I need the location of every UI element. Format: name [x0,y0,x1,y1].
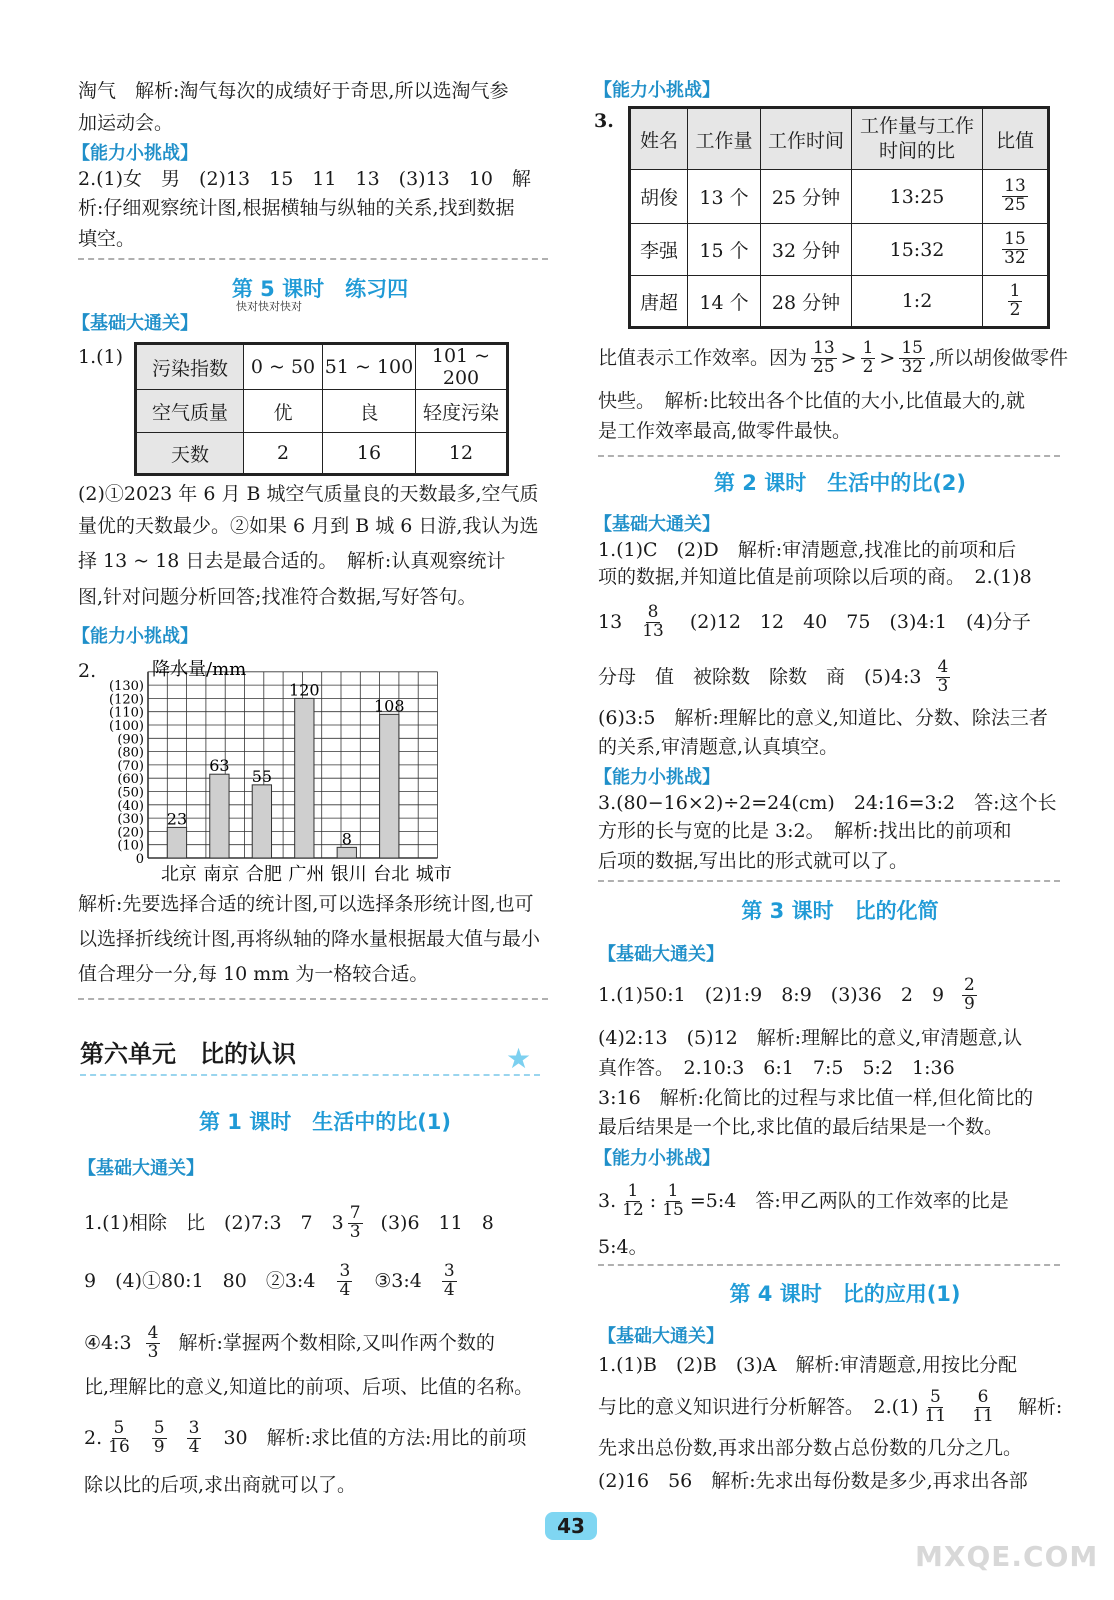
bar-value-label: 108 [373,696,405,716]
air-quality-table [134,342,509,476]
answer-line [598,334,1068,382]
fraction: $\frac{3}{4}$ [443,1260,455,1300]
text: 1.(1)50:1 (2)1:9 8:9 (3)36 2 9 [598,983,945,1006]
divider [78,258,548,260]
category-label: 北京 [160,864,197,885]
answer-line [84,1256,461,1306]
text: ④4:3 [84,1331,132,1354]
y-tick-label: (120) [109,692,144,708]
lesson-title: 第 2 课时 生活中的比(2) [713,471,967,495]
lesson-title: 第 1 课时 生活中的比(1) [198,1110,452,1134]
text-line: (4)2:13 (5)12 解析:理解比的意义,审清题意,认 [598,1027,1023,1049]
divider [598,455,1060,457]
fraction: $\frac{13}{25}$ [813,337,835,377]
answer-line [598,1176,1009,1226]
bar-value-label: 120 [289,680,320,700]
text: 30 解析:求比值的方法:用比的前项 [223,1426,527,1449]
lesson-title: 第 4 课时 比的应用(1) [729,1282,961,1306]
text-line: 图,针对问题分析回答;找准符合数据,写好答句。 [78,586,477,608]
text-line: 快些。 解析:比较出各个比值的大小,比值最大的,就 [598,390,1025,412]
table-cell: 污染指数 [136,344,244,390]
divider [598,880,1060,882]
table-cell: 28 分钟 [761,276,852,328]
text-line: 3.(80−16×2)÷2=24(cm) 24:16=3:2 答:这个长 [598,792,1057,814]
answer-line [598,598,1031,646]
answer-line [598,1383,1062,1431]
divider [78,998,548,1000]
section-header-challenge: 【能力小挑战】 [72,626,198,647]
text-line: 除以比的后项,求出商就可以了。 [84,1474,357,1496]
fraction: $\frac{1}{15}$ [662,1180,684,1220]
text: ,所以胡俊做零件 [928,346,1069,369]
category-label: 台北 [373,864,410,885]
text: =5:4 答:甲乙两队的工作效率的比是 [689,1189,1009,1212]
text-line: 淘气 解析:淘气每次的成绩好于奇思,所以选淘气参 [78,80,509,102]
fraction: $\frac{5}{16}$ [108,1417,130,1457]
text-line: 5:4。 [598,1236,648,1258]
answer-line [598,970,981,1020]
question-label: 3. [594,110,614,132]
section-header-basic: 【基础大通关】 [598,1326,724,1347]
text-line: 1.(1)B (2)B (3)A 解析:审清题意,用按比分配 [598,1354,1017,1376]
answer-line [84,1412,526,1464]
category-label: 银川 [330,864,367,885]
bar-value-label: 8 [341,829,352,849]
table-cell: 15:32 [852,224,983,276]
table-cell: 13 个 [688,170,761,224]
text-line: 是工作效率最高,做零件最快。 [598,420,852,442]
bar-value-label: 63 [209,756,230,776]
section-header-basic: 【基础大通关】 [78,1158,204,1179]
table-cell: 13:25 [852,170,983,224]
y-axis-label: 降水量/mm [152,659,247,680]
table-cell: 空气质量 [136,390,244,433]
section-header-basic: 【基础大通关】 [598,944,724,965]
divider [80,1074,540,1076]
table-cell: 胡俊 [630,170,688,224]
question-label: 2. [78,660,97,682]
text: 9 (4)①80:1 80 ②3:4 [84,1269,316,1292]
category-label: 南京 [203,864,240,885]
fraction: $\frac{15}{32}$ [901,337,923,377]
table-cell: 14 个 [688,276,761,328]
fraction: $\frac{3}{4}$ [339,1260,351,1300]
table-header: 工作时间 [761,108,852,170]
text-line: 真作答。 2.10:3 6:1 7:5 5:2 1:36 [598,1057,955,1079]
table-cell: 优 [244,390,323,433]
text: 与比的意义知识进行分析解答。 2.(1) [598,1395,919,1418]
answer-line [598,652,954,702]
text: 分母 值 被除数 除数 商 (5)4:3 [598,665,922,688]
y-tick-label: (40) [117,798,144,814]
section-header-challenge: 【能力小挑战】 [594,767,720,788]
page-number: 43 [545,1512,597,1540]
y-tick-label: (90) [117,732,144,748]
table-cell: 101 ~ 200 [416,344,508,390]
fraction: $\frac{1}{12}$ [622,1180,644,1220]
table-cell: $\frac{1}{2}$ [983,276,1049,328]
unit-title: 第六单元 比的认识 [80,1040,296,1068]
text-line: 方形的长与宽的比是 3:2。 解析:找出比的前项和 [598,820,1012,842]
fraction: $\frac{2}{9}$ [964,974,975,1014]
text-line: 加运动会。 [78,112,174,134]
text: (2)12 12 40 75 (3)4:1 (4)分子 [689,610,1031,633]
table-cell: 15 个 [688,224,761,276]
text: 13 [598,610,623,633]
fraction: $\frac{3}{4}$ [188,1417,200,1457]
text: 解析: [1017,1395,1063,1418]
table-cell: 32 分钟 [761,224,852,276]
bar-value-label: 23 [166,809,188,829]
text-line: (6)3:5 解析:理解比的意义,知道比、分数、除法三者 [598,707,1048,729]
text-line: 析:仔细观察统计图,根据横轴与纵轴的关系,找到数据 [78,197,515,219]
bar [210,774,229,858]
table-header: 比值 [983,108,1049,170]
fraction: $\frac{1}{2}$ [862,337,874,377]
text-line: 的关系,审清题意,认真填空。 [598,736,839,758]
text-line: 择 13 ~ 18 日去是最合适的。 解析:认真观察统计 [78,550,506,572]
divider [598,1264,1060,1266]
lesson-watermark: 快对快对快对 [236,300,302,313]
table-cell: 12 [416,433,508,475]
y-tick-label: (60) [117,772,144,788]
y-tick-label: 0 [135,852,144,867]
y-tick-label: (70) [117,758,144,774]
section-header-challenge: 【能力小挑战】 [72,143,198,164]
table-cell: 良 [323,390,416,433]
fraction: $\frac{4}{3}$ [937,656,949,696]
text-line: 填空。 [78,228,136,250]
table-cell: $\frac{13}{25}$ [983,170,1049,224]
fraction: $\frac{5}{9}$ [153,1417,165,1457]
table-cell: 51 ~ 100 [323,344,416,390]
text: > [840,346,857,369]
table-cell: 1:2 [852,276,983,328]
precipitation-bar-chart [100,655,520,885]
category-label: 广州 [288,864,325,885]
bar [295,698,314,858]
answer-line [84,1196,494,1250]
text: ③3:4 [374,1269,422,1292]
fraction: $\frac{4}{3}$ [147,1322,159,1362]
table-cell: 25 分钟 [761,170,852,224]
table-cell: 2 [244,433,323,475]
text: 比值表示工作效率。因为 [598,346,808,369]
table-cell: 轻度污染 [416,390,508,433]
table-header: 工作量 [688,108,761,170]
table-header: 工作量与工作时间的比 [852,108,983,170]
y-tick-label: (110) [109,705,144,721]
fraction: $\frac{6}{11}$ [972,1386,994,1426]
bar-value-label: 55 [251,766,273,786]
text-line: 1.(1)C (2)D 解析:审清题意,找准比的前项和后 [598,539,1017,561]
star-icon: ★ [506,1042,532,1075]
table-cell: 李强 [630,224,688,276]
text-line: 以选择折线统计图,再将纵轴的降水量根据最大值与最小 [78,928,541,950]
table-cell: 天数 [136,433,244,475]
section-header-challenge: 【能力小挑战】 [594,80,720,101]
text-line: 先求出总份数,再求出部分数占总份数的几分之几。 [598,1437,1023,1459]
section-header-basic: 【基础大通关】 [594,514,720,535]
text-line: (2)16 56 解析:先求出每份数是多少,再求出各部 [598,1470,1028,1492]
text: 1.(1)相除 比 (2)7:3 7 3 [84,1211,344,1234]
text-line: (2)①2023 年 6 月 B 城空气质量良的天数最多,空气质 [78,483,539,505]
y-tick-label: (130) [109,679,144,695]
text-line: 2.(1)女 男 (2)13 15 11 13 (3)13 10 解 [78,168,531,190]
y-tick-label: (20) [117,825,144,841]
y-tick-label: (30) [117,812,144,828]
y-tick-label: (100) [109,719,144,734]
table-cell: $\frac{15}{32}$ [983,224,1049,276]
text-line: 后项的数据,写出比的形式就可以了。 [598,850,909,872]
text: : [649,1189,657,1212]
fraction: $\frac{7}{3}$ [349,1202,361,1242]
table-cell: 16 [323,433,416,475]
text-line: 项的数据,并知道比值是前项除以后项的商。 2.(1)8 [598,566,1032,588]
text-line: 比,理解比的意义,知道比的前项、后项、比值的名称。 [84,1376,534,1398]
text-line: 最后结果是一个比,求比值的最后结果是一个数。 [598,1116,1004,1138]
category-label: 城市 [415,864,452,885]
text-line: 解析:先要选择合适的统计图,可以选择条形统计图,也可 [78,893,534,915]
work-efficiency-table [628,106,1050,329]
text: 3. [598,1189,617,1212]
text-line: 3:16 解析:化简比的过程与求比值一样,但化简比的 [598,1087,1034,1109]
fraction: $\frac{8}{13}$ [642,601,664,641]
bar [337,847,356,858]
text: 解析:掌握两个数相除,又叫作两个数的 [178,1331,495,1354]
category-label: 合肥 [245,864,282,885]
text-line: 值合理分一分,每 10 mm 为一格较合适。 [78,963,429,985]
table-cell: 0 ~ 50 [244,344,323,390]
watermark: MXQE.COM [915,1540,1099,1573]
bar [252,785,271,858]
text: > [879,346,896,369]
section-header-challenge: 【能力小挑战】 [594,1148,720,1169]
table-header: 姓名 [630,108,688,170]
table-cell: 唐超 [630,276,688,328]
text: (3)6 11 8 [380,1211,494,1234]
text: 2. [84,1426,103,1449]
lesson-title: 第 5 课时 练习四 [231,277,409,301]
answer-line [84,1318,495,1368]
text-line: 量优的天数最少。②如果 6 月到 B 城 6 日游,我认为选 [78,515,539,537]
y-tick-label: (50) [117,785,144,801]
question-label: 1.(1) [78,346,124,368]
y-tick-label: (80) [117,745,144,761]
bar [167,827,186,858]
y-tick-label: (10) [117,838,144,854]
lesson-title: 第 3 课时 比的化简 [741,899,939,923]
fraction: $\frac{5}{11}$ [924,1386,947,1426]
bar [380,714,399,858]
section-header-basic: 【基础大通关】 [72,313,198,334]
